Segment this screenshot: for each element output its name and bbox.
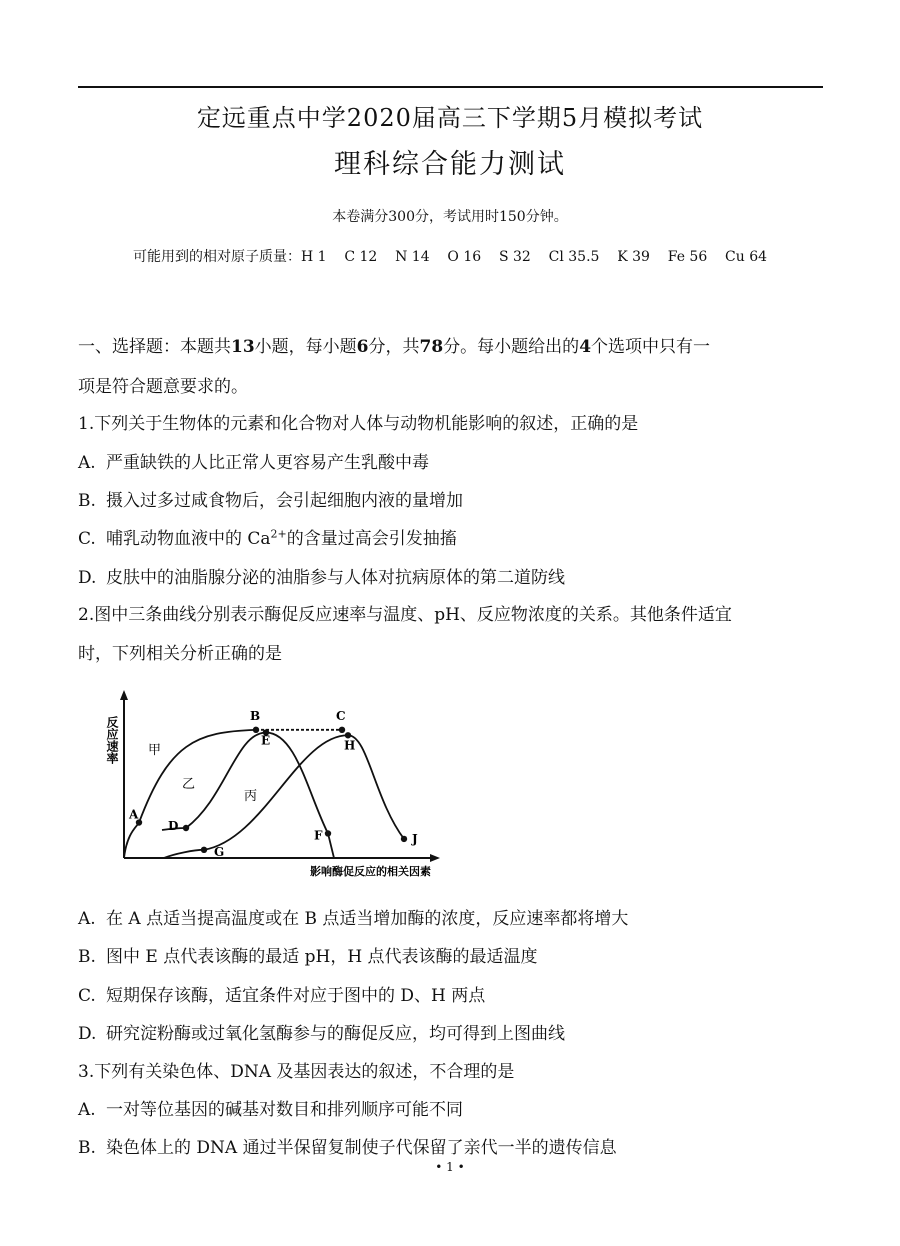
exam-title: 定远重点中学2020届高三下学期5月模拟考试 [196, 104, 704, 132]
q1-option-b: B. 摄入过多过咸食物后，会引起细胞内液的量增加 [78, 491, 463, 511]
q3-stem: 3.下列有关染色体、DNA 及基因表达的叙述，不合理的是 [78, 1062, 515, 1082]
curves [124, 730, 404, 858]
point-label-E: E [261, 733, 271, 748]
x-axis-label: 影响酶促反应的相关因素 [310, 865, 431, 878]
point-D [183, 825, 189, 831]
point-F [325, 830, 331, 836]
curve-label-2: 乙 [182, 777, 196, 792]
point-B [253, 727, 259, 733]
q1-option-d: D. 皮肤中的油脂腺分泌的油脂参与人体对抗病原体的第二道防线 [78, 568, 565, 588]
point-label-G: G [214, 844, 225, 859]
point-G [201, 847, 207, 853]
section-intro: 一、选择题：本题共13小题，每小题6分，共78分。每小题给出的4个选项中只有一 [78, 337, 711, 357]
point-label-D: D [168, 819, 179, 833]
q2-option-a: A. 在 A 点适当提高温度或在 B 点适当增加酶的浓度，反应速率都将增大 [78, 909, 629, 929]
point-label-F: F [314, 828, 323, 843]
point-label-H: H [344, 738, 356, 753]
page-number: • 1 • [435, 1160, 465, 1174]
curve-jia [124, 730, 256, 858]
point-C [339, 727, 345, 733]
chart-points [128, 709, 418, 859]
q3-option-a: A. 一对等位基因的碱基对数目和排列顺序可能不同 [78, 1100, 463, 1120]
q2-stem-line2: 时，下列相关分析正确的是 [78, 644, 282, 664]
q2-option-b: B. 图中 E 点代表该酶的最适 pH，H 点代表该酶的最适温度 [78, 947, 538, 967]
q1-stem: 1.下列关于生物体的元素和化合物对人体与动物机能影响的叙述，正确的是 [78, 414, 639, 434]
q3-option-b: B. 染色体上的 DNA 通过半保留复制使子代保留了亲代一半的遗传信息 [78, 1138, 617, 1158]
q1-option-a: A. 严重缺铁的人比正常人更容易产生乳酸中毒 [78, 453, 429, 473]
enzyme-rate-chart [105, 688, 442, 880]
x-axis-arrow [430, 854, 440, 862]
curve-bing [164, 735, 404, 858]
q2-option-d: D. 研究淀粉酶或过氧化氢酶参与的酶促反应，均可得到上图曲线 [78, 1024, 565, 1044]
y-axis-arrow [120, 690, 128, 700]
point-label-B: B [250, 708, 261, 723]
q2-stem-line1: 2.图中三条曲线分别表示酶促反应速率与温度、pH、反应物浓度的关系。其他条件适宜 [78, 605, 732, 625]
point-label-C: C [336, 708, 346, 723]
q1-option-c: C. 哺乳动物血液中的 $Ca^{2+}$的含量过高会引发抽搐 [78, 527, 457, 549]
curve-label-1: 甲 [148, 743, 162, 758]
point-J [401, 836, 407, 842]
exam-info: 本卷满分300分，考试用时150分钟。 [332, 209, 568, 225]
point-label-J: J [412, 831, 418, 846]
q2-option-c: C. 短期保存该酶，适宜条件对应于图中的 D、H 两点 [78, 986, 486, 1006]
y-axis-label: 反应速率 [105, 716, 119, 764]
point-label-A: A [129, 807, 139, 822]
curve-label-3: 丙 [244, 789, 258, 804]
section-intro-line2: 项是符合题意要求的。 [78, 377, 248, 397]
atomic-mass-info: 可能用到的相对原子质量：H 1 C 12 N 14 O 16 S 32 Cl 35.5 K 39 Fe 56 Cu 64 [132, 249, 768, 265]
exam-subtitle: 理科综合能力测试 [334, 149, 566, 180]
top-rule [78, 86, 823, 88]
